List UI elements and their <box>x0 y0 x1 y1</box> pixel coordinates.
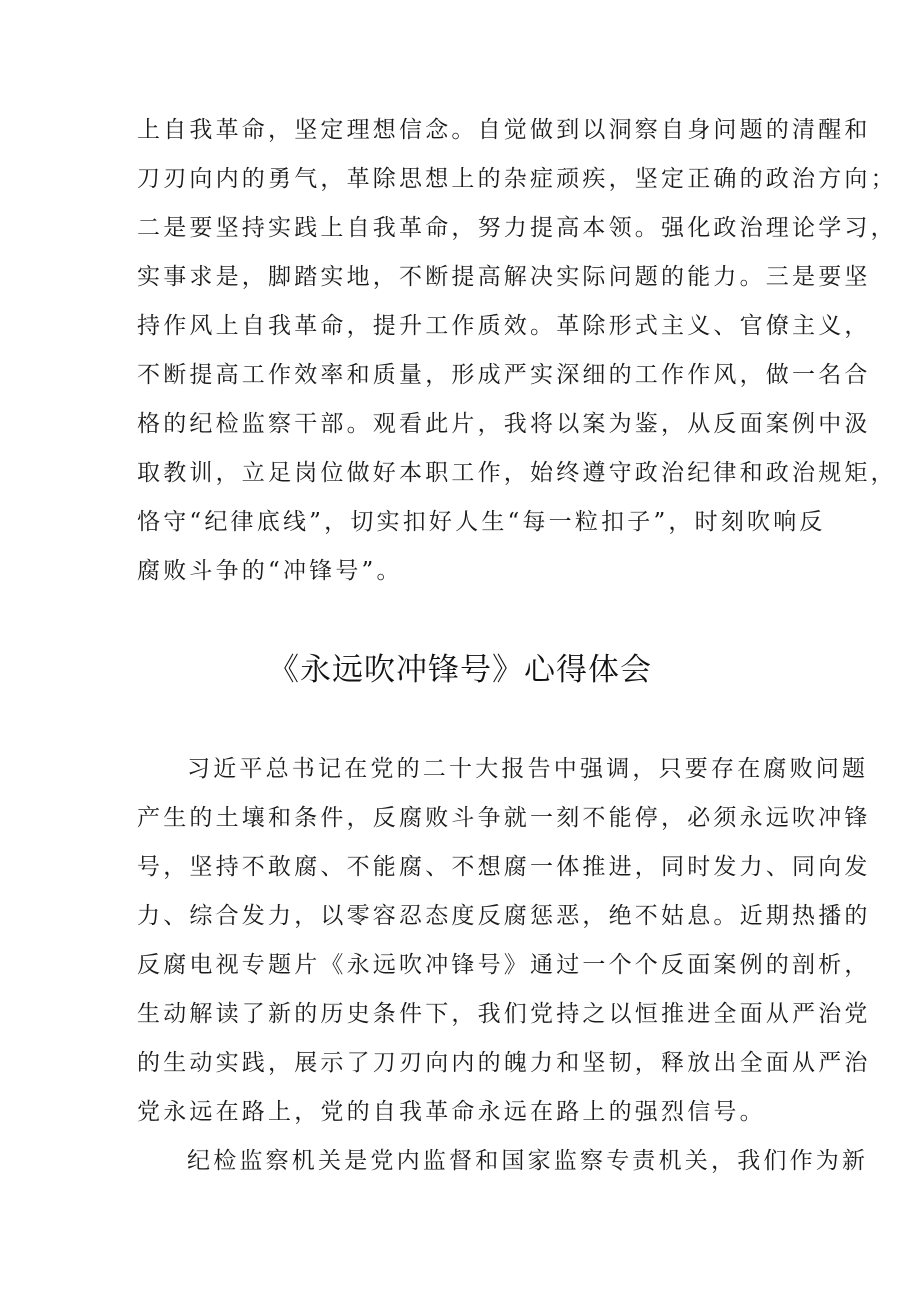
text-line: 取教训，立足岗位做好本职工作，始终遵守政治纪律和政治规矩， <box>137 460 897 486</box>
text-line: 产生的土壤和条件，反腐败斗争就一刻不能停，必须永远吹冲锋 <box>137 805 871 831</box>
text-line: 恪守“纪律底线”，切实扣好人生“每一粒扣子”，时刻吹响反 <box>137 509 826 535</box>
text-line: 党永远在路上，党的自我革命永远在路上的强烈信号。 <box>137 1099 766 1125</box>
text-line: 号，坚持不敢腐、不能腐、不想腐一体推进，同时发力、同向发 <box>137 854 871 880</box>
text-line: 不断提高工作效率和质量，形成严实深细的工作作风，做一名合 <box>137 362 871 388</box>
text-line: 腐败斗争的“冲锋号”。 <box>137 558 403 584</box>
document-title: 《永远吹冲锋号》心得体会 <box>268 652 652 688</box>
text-line: 实事求是，脚踏实地，不断提高解决实际问题的能力。三是要坚 <box>137 264 871 290</box>
text-line: 习近平总书记在党的二十大报告中强调，只要存在腐败问题 <box>187 756 869 782</box>
text-line: 二是要坚持实践上自我革命，努力提高本领。强化政治理论学习， <box>137 215 897 241</box>
text-line: 反腐电视专题片《永远吹冲锋号》通过一个个反面案例的剖析， <box>137 952 871 978</box>
text-line: 纪检监察机关是党内监督和国家监察专责机关，我们作为新 <box>187 1148 869 1174</box>
text-line: 格的纪检监察干部。观看此片，我将以案为鉴，从反面案例中汲 <box>137 411 871 437</box>
text-line: 持作风上自我革命，提升工作质效。革除形式主义、官僚主义， <box>137 313 871 339</box>
text-line: 力、综合发力，以零容忍态度反腐惩恶，绝不姑息。近期热播的 <box>137 903 871 929</box>
text-line: 生动解读了新的历史条件下，我们党持之以恒推进全面从严治党 <box>137 1001 871 1027</box>
text-line: 上自我革命，坚定理想信念。自觉做到以洞察自身问题的清醒和 <box>137 117 871 143</box>
text-line: 刀刃向内的勇气，革除思想上的杂症顽疾，坚定正确的政治方向； <box>137 166 897 192</box>
text-line: 的生动实践，展示了刀刃向内的魄力和坚韧，释放出全面从严治 <box>137 1050 871 1076</box>
